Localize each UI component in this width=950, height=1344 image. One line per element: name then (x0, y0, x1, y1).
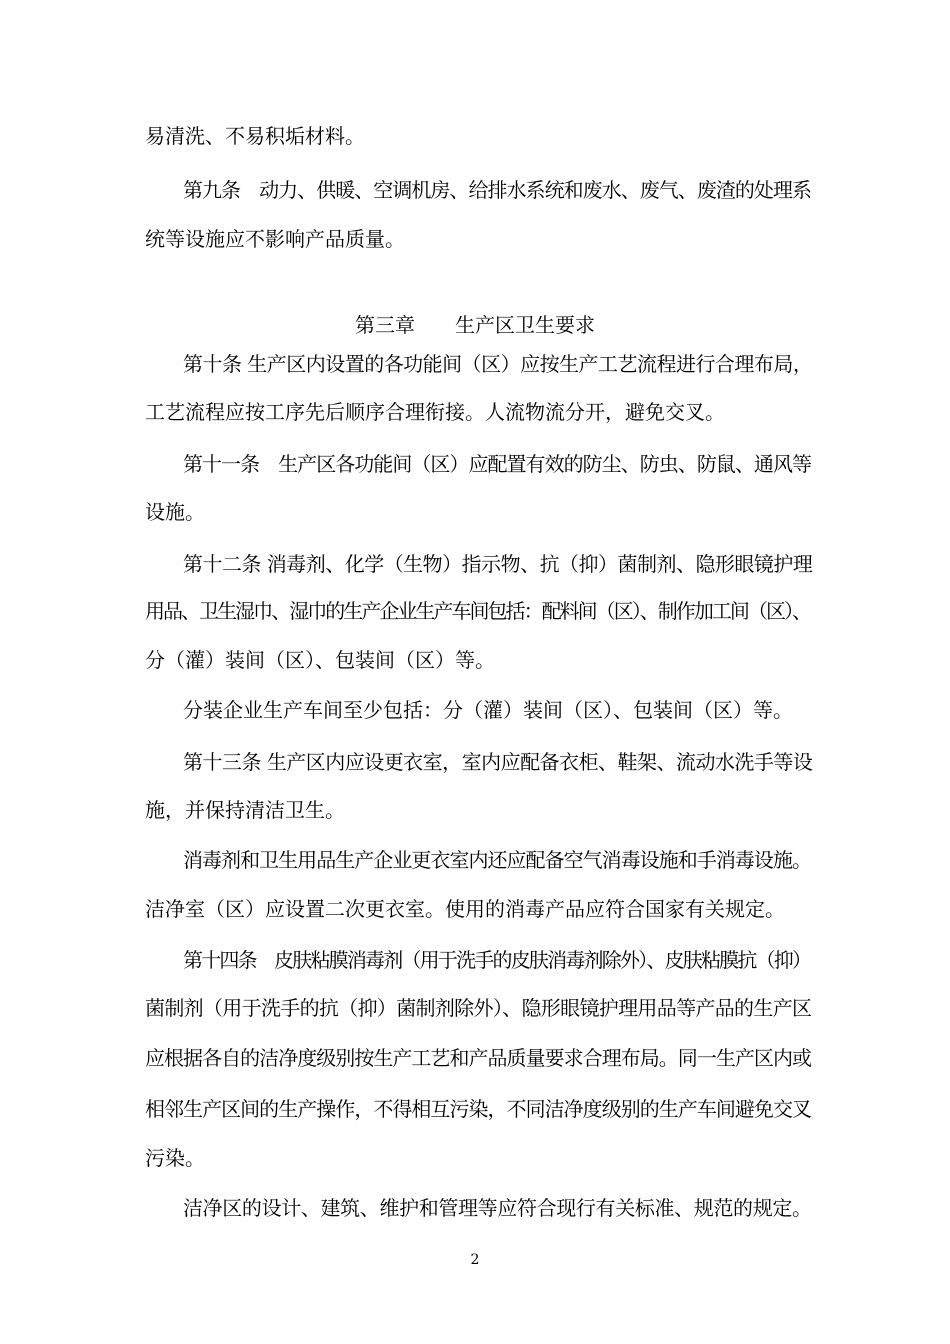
paragraph-line: 第十一条 生产区各功能间（区）应配置有效的防尘、防虫、防鼠、通风等 (183, 452, 812, 476)
paragraph-line: 第九条 动力、供暖、空调机房、给排水系统和废水、废气、废渣的处理系 (183, 178, 812, 202)
paragraph-line: 施，并保持清洁卫生。 (145, 798, 345, 822)
paragraph-line: 统等设施应不影响产品质量。 (145, 227, 405, 251)
paragraph-line: 消毒剂和卫生用品生产企业更衣室内还应配备空气消毒设施和手消毒设施。 (183, 848, 812, 872)
paragraph-line: 应根据各自的洁净度级别按生产工艺和产品质量要求合理布局。同一生产区内或 (145, 1046, 812, 1070)
page-number: 2 (470, 1252, 480, 1268)
paragraph-line: 第十三条 生产区内应设更衣室，室内应配备衣柜、鞋架、流动水洗手等设 (183, 750, 813, 774)
paragraph-line: 用品、卫生湿巾、湿巾的生产企业生产车间包括：配料间（区）、制作加工间（区）、 (145, 599, 811, 623)
paragraph-line: 易清洗、不易积垢材料。 (145, 124, 365, 148)
paragraph-line: 分装企业生产车间至少包括：分（灌）装间（区）、包装间（区）等。 (183, 698, 793, 722)
paragraph-line: 设施。 (145, 500, 205, 524)
paragraph-line: 第十条 生产区内设置的各功能间（区）应按生产工艺流程进行合理布局， (183, 352, 813, 376)
chapter-heading: 第三章 生产区卫生要求 (355, 313, 595, 337)
paragraph-line: 菌制剂（用于洗手的抗（抑）菌制剂除外）、隐形眼镜护理用品等产品的生产区 (145, 996, 812, 1020)
paragraph-line: 工艺流程应按工序先后顺序合理衔接。人流物流分开，避免交叉。 (145, 400, 725, 424)
paragraph-line: 洁净区的设计、建筑、维护和管理等应符合现行有关标准、规范的规定。 (183, 1196, 812, 1220)
paragraph-line: 相邻生产区间的生产操作，不得相互污染，不同洁净度级别的生产车间避免交叉 (145, 1097, 812, 1121)
paragraph-line: 第十二条 消毒剂、化学（生物）指示物、抗（抑）菌制剂、隐形眼镜护理 (183, 552, 813, 576)
paragraph-line: 分（灌）装间（区）、包装间（区）等。 (145, 648, 495, 672)
paragraph-line: 第十四条 皮肤粘膜消毒剂（用于洗手的皮肤消毒剂除外）、皮肤粘膜抗（抑） (183, 948, 811, 972)
paragraph-line: 洁净室（区）应设置二次更衣室。使用的消毒产品应符合国家有关规定。 (145, 897, 785, 921)
paragraph-line: 污染。 (145, 1146, 205, 1170)
